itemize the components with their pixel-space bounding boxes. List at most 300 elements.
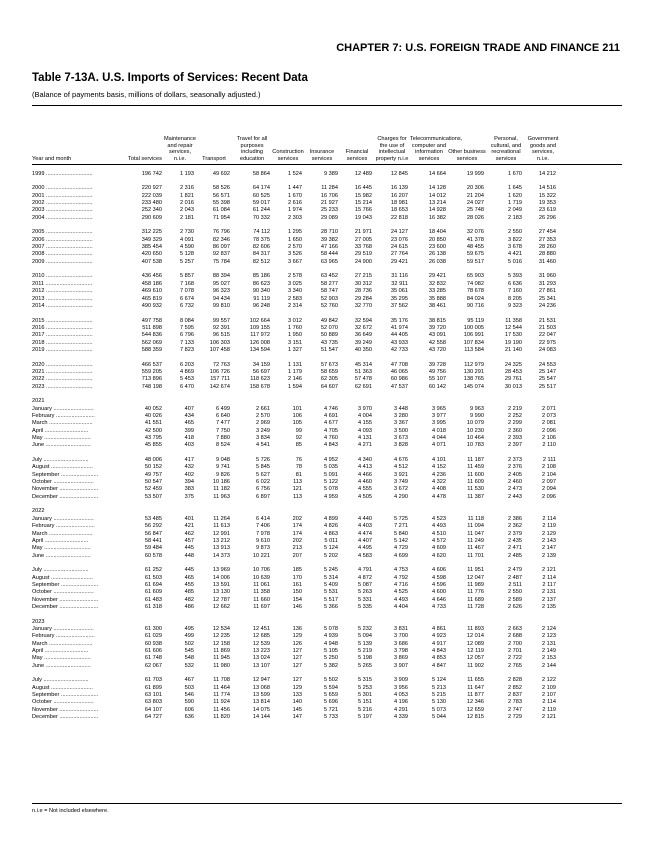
cell: 12 235	[212, 633, 230, 640]
cell: 13 599	[252, 692, 270, 699]
cell: 10 221	[252, 552, 270, 559]
cell: 12 047	[466, 574, 484, 581]
table-row	[32, 574, 622, 581]
cell: 49 756	[428, 368, 446, 375]
row-label: February .........................	[32, 413, 95, 420]
cell: 2 485	[508, 552, 522, 559]
cell: 90 340	[252, 288, 270, 295]
cell: 25 341	[538, 295, 556, 302]
cell: 11 264	[213, 515, 230, 522]
cell: 10 706	[252, 567, 270, 574]
table-row	[32, 567, 622, 574]
row-label: 2022	[32, 508, 45, 515]
column-header-label: Construction services	[272, 149, 304, 162]
row-label: 2014 ..............................	[32, 302, 93, 309]
row-label: 2020 ..............................	[32, 361, 93, 368]
cell: 11 689	[467, 596, 484, 603]
cell: 6 022	[256, 479, 270, 486]
cell: 27 215	[354, 273, 372, 280]
cell: 436 456	[141, 273, 162, 280]
cell: 74 112	[253, 229, 270, 236]
cell: 147	[292, 714, 302, 721]
cell: 418	[184, 435, 194, 442]
cell: 5 382	[324, 662, 338, 669]
cell: 5 301	[358, 692, 372, 699]
cell: 407	[184, 405, 194, 412]
table-row	[32, 295, 622, 302]
column-header-label: Year and month	[32, 155, 72, 162]
cell: 31 293	[538, 280, 556, 287]
cell: 5 219	[358, 648, 372, 655]
cell: 43 735	[320, 339, 338, 346]
cell: 2 316	[180, 185, 194, 192]
cell: 3 025	[288, 280, 302, 287]
cell: 146	[292, 603, 302, 610]
cell: 4 505	[358, 493, 372, 500]
table-row	[32, 199, 622, 206]
cell: 2 511	[508, 581, 522, 588]
cell: 7 168	[180, 280, 194, 287]
cell: 21 503	[538, 324, 556, 331]
cell: 495	[184, 625, 194, 632]
table-row	[32, 655, 622, 662]
cell: 21 971	[354, 229, 372, 236]
cell: 12 346	[466, 699, 484, 706]
cell: 4 760	[324, 435, 338, 442]
cell: 23 600	[428, 244, 446, 251]
cell: 465	[184, 574, 194, 581]
cell: 113 584	[464, 346, 484, 353]
cell: 4 699	[394, 552, 408, 559]
cell: 24 325	[504, 361, 522, 368]
table-row	[32, 346, 622, 353]
cell: 11 600	[467, 471, 484, 478]
cell: 3 909	[394, 677, 408, 684]
cell: 9 990	[470, 413, 484, 420]
cell: 39 382	[320, 236, 338, 243]
cell: 10 783	[466, 442, 484, 449]
table-row	[32, 236, 622, 243]
cell: 15 322	[538, 192, 556, 199]
cell: 19 190	[504, 339, 522, 346]
row-label: March ............................	[32, 420, 93, 427]
row-label: May ..............................	[32, 545, 91, 552]
row-label: 2017 ..............................	[32, 332, 93, 339]
cell: 2 730	[180, 229, 194, 236]
cell: 2 146	[288, 376, 302, 383]
cell: 24 127	[390, 229, 408, 236]
cell: 129	[292, 684, 302, 691]
row-label: 2009 ..............................	[32, 258, 93, 265]
cell: 455	[184, 581, 194, 588]
cell: 24 027	[466, 200, 484, 207]
cell: 107 458	[209, 346, 230, 353]
cell: 3 965	[432, 405, 446, 412]
cell: 485	[184, 589, 194, 596]
cell: 5 124	[432, 677, 446, 684]
cell: 5 314	[324, 574, 338, 581]
cell: 61 318	[144, 603, 162, 610]
table-row	[32, 324, 622, 331]
cell: 4 826	[324, 523, 338, 530]
cell: 290 609	[141, 214, 162, 221]
cell: 4 939	[324, 633, 338, 640]
cell: 1 821	[180, 192, 194, 199]
cell: 5 331	[358, 596, 372, 603]
column-header-9	[410, 108, 463, 162]
cell: 21 927	[320, 200, 338, 207]
cell: 86 097	[212, 244, 230, 251]
table-row	[32, 713, 622, 720]
cell: 8 084	[180, 317, 194, 324]
cell: 61 748	[144, 655, 162, 662]
cell: 213	[292, 545, 302, 552]
cell: 4 340	[358, 457, 372, 464]
cell: 22 818	[390, 214, 408, 221]
cell: 28 880	[538, 251, 556, 258]
cell: 417	[184, 457, 194, 464]
cell: 13 913	[212, 545, 230, 552]
cell: 2 837	[508, 692, 522, 699]
row-label: 2002 ..............................	[32, 200, 93, 207]
cell: 13 068	[252, 684, 270, 691]
cell: 53 507	[144, 493, 162, 500]
row-spacer	[32, 559, 622, 566]
cell: 196 742	[141, 170, 162, 177]
cell: 29 519	[354, 251, 372, 258]
cell: 29 089	[320, 214, 338, 221]
cell: 2 729	[508, 714, 522, 721]
cell: 39 249	[354, 339, 372, 346]
cell: 5 335	[358, 603, 372, 610]
row-label: June .............................	[32, 662, 91, 669]
cell: 5 265	[358, 662, 372, 669]
cell: 467	[184, 677, 194, 684]
cell: 4 691	[324, 413, 338, 420]
cell: 50 152	[144, 464, 162, 471]
cell: 10 186	[212, 479, 230, 486]
cell: 4 646	[432, 596, 446, 603]
table-row	[32, 625, 622, 632]
cell: 12 451	[252, 625, 270, 632]
cell: 14 128	[428, 185, 446, 192]
row-spacer	[32, 669, 622, 676]
cell: 2 362	[508, 523, 522, 530]
cell: 2 252	[508, 413, 522, 420]
cell: 3 700	[394, 633, 408, 640]
cell: 58 659	[320, 368, 338, 375]
cell: 127	[292, 648, 302, 655]
cell: 3 822	[508, 236, 522, 243]
cell: 113	[293, 493, 302, 500]
table-row	[32, 405, 622, 412]
cell: 7 133	[180, 339, 194, 346]
table-row	[32, 339, 622, 346]
cell: 4 466	[358, 471, 372, 478]
cell: 2 473	[508, 486, 522, 493]
cell: 222 039	[141, 192, 162, 199]
cell: 2 122	[542, 677, 556, 684]
cell: 1 179	[288, 368, 302, 375]
row-label: October ..........................	[32, 479, 94, 486]
cell: 2 219	[508, 405, 522, 412]
cell: 18 981	[390, 200, 408, 207]
cell: 136	[292, 625, 302, 632]
cell: 6 203	[180, 361, 194, 368]
row-label: 1999 ..............................	[32, 170, 93, 177]
cell: 61 300	[144, 625, 162, 632]
row-label: November .........................	[32, 706, 99, 713]
cell: 82 512	[252, 258, 270, 265]
cell: 2 143	[542, 537, 556, 544]
cell: 4 291	[394, 706, 408, 713]
column-header-label: Government goods and services, n.i.e.	[527, 136, 559, 162]
cell: 8 524	[216, 442, 230, 449]
cell: 27 861	[538, 288, 556, 295]
cell: 11 459	[467, 464, 484, 471]
cell: 11 951	[467, 567, 484, 574]
cell: 61 703	[144, 677, 162, 684]
cell: 158 678	[249, 383, 270, 390]
cell: 107 834	[463, 339, 484, 346]
cell: 2 107	[542, 692, 556, 699]
cell: 60 525	[252, 192, 270, 199]
cell: 157 711	[210, 376, 230, 383]
cell: 11 701	[467, 552, 484, 559]
cell: 26 038	[428, 258, 446, 265]
cell: 41 551	[144, 420, 162, 427]
cell: 71 954	[212, 214, 230, 221]
row-label: 2022 ..............................	[32, 376, 93, 383]
cell: 42 500	[144, 427, 162, 434]
cell: 588 359	[141, 346, 162, 353]
cell: 5 659	[324, 692, 338, 699]
cell: 202	[292, 515, 302, 522]
cell: 6 636	[508, 280, 522, 287]
cell: 12 544	[504, 324, 522, 331]
cell: 457	[184, 537, 194, 544]
cell: 2 386	[508, 515, 522, 522]
cell: 3 921	[394, 471, 408, 478]
cell: 11 284	[321, 185, 338, 192]
cell: 42 733	[390, 346, 408, 353]
table-row	[32, 332, 622, 339]
cell: 4 478	[432, 493, 446, 500]
cell: 312 225	[141, 229, 162, 236]
cell: 50 889	[320, 332, 338, 339]
cell: 3 977	[432, 413, 446, 420]
cell: 2 153	[542, 655, 556, 662]
cell: 12 815	[466, 714, 484, 721]
cell: 4 004	[358, 413, 372, 420]
column-header-label: Transport	[202, 155, 226, 162]
cell: 11 047	[467, 530, 484, 537]
row-spacer	[32, 354, 622, 361]
cell: 4 196	[394, 699, 408, 706]
cell: 383	[184, 486, 194, 493]
cell: 349 329	[141, 236, 162, 243]
cell: 5 011	[324, 537, 338, 544]
cell: 4 495	[358, 545, 372, 552]
row-label: 2004 ..............................	[32, 214, 93, 221]
table-row	[32, 478, 622, 485]
cell: 19 353	[538, 200, 556, 207]
cell: 11 094	[467, 523, 484, 530]
cell: 84 024	[466, 295, 484, 302]
cell: 16 445	[354, 185, 372, 192]
column-header-8	[374, 108, 410, 162]
cell: 10 464	[466, 435, 484, 442]
cell: 5 105	[324, 648, 338, 655]
cell: 45 855	[144, 442, 162, 449]
cell: 3 869	[394, 655, 408, 662]
cell: 5 840	[394, 530, 408, 537]
row-label: 2016 ..............................	[32, 324, 93, 331]
cell: 4 716	[394, 581, 408, 588]
cell: 24 553	[538, 361, 556, 368]
cell: 385 454	[141, 244, 162, 251]
cell: 13 814	[252, 699, 270, 706]
column-header-label: Travel for all purposes including education	[236, 136, 268, 162]
row-label: 2006 ..............................	[32, 236, 93, 243]
cell: 11 358	[505, 317, 522, 324]
cell: 28 026	[466, 214, 484, 221]
table-row	[32, 706, 622, 713]
cell: 35 061	[390, 288, 408, 295]
cell: 24 615	[390, 244, 408, 251]
cell: 4 843	[324, 442, 338, 449]
cell: 3 367	[394, 420, 408, 427]
cell: 6 756	[256, 486, 270, 493]
cell: 61 029	[144, 633, 162, 640]
row-label: January ..........................	[32, 625, 94, 632]
cell: 7 823	[180, 346, 194, 353]
cell: 99 557	[212, 317, 230, 324]
cell: 58 747	[320, 288, 338, 295]
cell: 4 792	[394, 574, 408, 581]
cell: 466 537	[141, 361, 162, 368]
cell: 5 733	[324, 714, 338, 721]
cell: 3 828	[394, 442, 408, 449]
cell: 6 796	[180, 332, 194, 339]
cell: 2 783	[508, 699, 522, 706]
cell: 6 897	[256, 493, 270, 500]
cell: 2 471	[508, 545, 522, 552]
cell: 7 477	[216, 420, 230, 427]
cell: 9 389	[324, 170, 338, 177]
cell: 49 842	[320, 317, 338, 324]
cell: 29 421	[390, 258, 408, 265]
cell: 3 834	[256, 435, 270, 442]
cell: 82 346	[212, 236, 230, 243]
table-row	[32, 288, 622, 295]
cell: 61 483	[144, 596, 162, 603]
cell: 16 706	[320, 192, 338, 199]
cell: 78 375	[252, 236, 270, 243]
cell: 5 502	[324, 677, 338, 684]
cell: 11 980	[213, 662, 230, 669]
cell: 2 550	[508, 229, 522, 236]
cell: 96 248	[252, 302, 270, 309]
cell: 96 515	[212, 332, 230, 339]
table-row	[32, 317, 622, 324]
table-row	[32, 633, 622, 640]
cell: 5 016	[508, 258, 522, 265]
cell: 25 547	[538, 376, 556, 383]
cell: 2 397	[508, 442, 522, 449]
cell: 2 096	[542, 427, 556, 434]
cell: 458 186	[141, 280, 162, 287]
cell: 102 664	[249, 317, 270, 324]
cell: 60 142	[428, 383, 446, 390]
cell: 233 480	[141, 200, 162, 207]
row-label: 2023 ..............................	[32, 383, 93, 390]
cell: 5 393	[508, 273, 522, 280]
cell: 2 149	[542, 648, 556, 655]
cell: 5 087	[358, 581, 372, 588]
row-label: 2011 ..............................	[32, 280, 93, 287]
cell: 636	[184, 714, 194, 721]
cell: 24 236	[538, 302, 556, 309]
cell: 4 733	[432, 603, 446, 610]
cell: 150	[292, 589, 302, 596]
cell: 401	[184, 515, 194, 522]
cell: 548	[184, 655, 194, 662]
cell: 48 455	[466, 244, 484, 251]
cell: 2 487	[508, 574, 522, 581]
group-heading-row	[32, 508, 622, 515]
cell: 4 408	[432, 486, 446, 493]
cell: 7 978	[256, 530, 270, 537]
cell: 5 594	[324, 684, 338, 691]
cell: 13 969	[212, 567, 230, 574]
cell: 70 332	[252, 214, 270, 221]
cell: 32 672	[354, 324, 372, 331]
cell: 5 094	[358, 633, 372, 640]
cell: 4 583	[358, 552, 372, 559]
cell: 25 748	[466, 207, 484, 214]
table-row	[32, 471, 622, 478]
cell: 11 893	[467, 625, 484, 632]
row-label: April ............................	[32, 648, 89, 655]
cell: 7 750	[216, 427, 230, 434]
cell: 1 594	[288, 383, 302, 390]
cell: 448	[184, 552, 194, 559]
cell: 544 836	[141, 332, 162, 339]
cell: 202	[292, 537, 302, 544]
cell: 6 414	[256, 515, 270, 522]
table-row	[32, 383, 622, 390]
cell: 4 917	[432, 640, 446, 647]
cell: 32 911	[391, 280, 408, 287]
cell: 1 327	[288, 346, 302, 353]
cell: 207	[292, 552, 302, 559]
cell: 37 562	[390, 302, 408, 309]
cell: 64 727	[144, 714, 162, 721]
cell: 74 082	[466, 280, 484, 287]
table-row	[32, 581, 622, 588]
column-header-5	[272, 108, 304, 162]
cell: 2 765	[508, 662, 522, 669]
cell: 3 673	[394, 435, 408, 442]
cell: 25 233	[320, 207, 338, 214]
cell: 2 460	[508, 479, 522, 486]
cell: 2 852	[508, 684, 522, 691]
row-label: July .............................	[32, 457, 89, 464]
table-row	[32, 662, 622, 669]
column-header-label: Telecommunications, computer and information services	[410, 136, 463, 162]
cell: 38 815	[428, 317, 446, 324]
